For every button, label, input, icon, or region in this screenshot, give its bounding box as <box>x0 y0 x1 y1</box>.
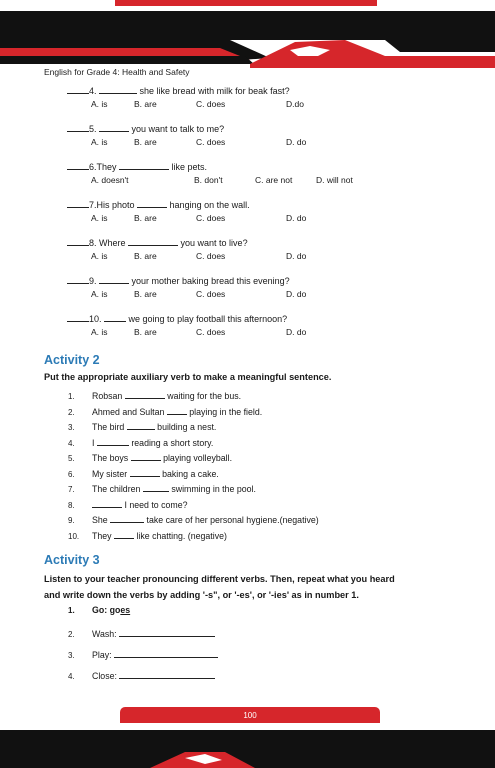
sentence-start: The boys <box>92 453 129 463</box>
item-number: 2. <box>68 630 75 639</box>
activity3-instruction-line2: and write down the verbs by adding '-s", or '-es', or '-ies' as in number 1. <box>44 590 359 600</box>
answer-blank[interactable] <box>130 467 160 477</box>
sentence-end: building a nest. <box>154 422 217 432</box>
item-number: 6. <box>68 469 75 479</box>
option-d[interactable]: D. do <box>286 213 307 223</box>
answer-blank[interactable] <box>143 482 169 492</box>
activity2-item <box>68 482 256 494</box>
answer-blank[interactable] <box>127 420 155 430</box>
question-blank[interactable] <box>99 122 129 132</box>
answer-slot[interactable] <box>67 274 89 284</box>
activity2-item <box>68 420 216 432</box>
question-stem: you want to talk to me? <box>129 124 225 134</box>
activity2-item <box>68 513 319 525</box>
question-8 <box>67 236 248 248</box>
answer-blank[interactable] <box>114 529 134 539</box>
question-number: 10. <box>89 314 102 324</box>
activity2-item <box>68 405 262 417</box>
item-number: 8. <box>68 500 75 510</box>
question-stem: like pets. <box>169 162 208 172</box>
item-number: 1. <box>68 606 75 615</box>
option-b[interactable]: B. are <box>134 213 157 223</box>
option-d[interactable]: D. do <box>286 327 307 337</box>
option-b[interactable]: B. are <box>134 327 157 337</box>
sentence-start: I <box>92 437 95 448</box>
answer-slot[interactable] <box>67 198 89 208</box>
sentence-start: They <box>92 530 112 541</box>
question-blank[interactable] <box>128 236 178 246</box>
option-b[interactable]: B. don't <box>194 175 223 185</box>
activity2-heading: Activity 2 <box>44 353 100 367</box>
verb-label: Close: <box>92 671 117 681</box>
sentence-end: take care of her personal hygiene.(negative) <box>144 515 319 525</box>
example-verb: Go: go <box>92 605 121 615</box>
answer-line[interactable] <box>114 648 218 658</box>
option-c[interactable]: C. does <box>196 289 226 299</box>
answer-line[interactable] <box>119 627 215 637</box>
activity3-instruction-line1: Listen to your teacher pronouncing different verbs. Then, repeat what you heard <box>44 574 395 584</box>
top-black-band <box>0 11 495 37</box>
activity2-item <box>68 436 213 448</box>
question-number: 7.His photo <box>89 200 135 210</box>
sentence-end: playing in the field. <box>186 406 263 417</box>
item-number: 1. <box>68 392 75 401</box>
item-number: 2. <box>68 407 75 417</box>
answer-slot[interactable] <box>67 160 89 170</box>
answer-blank[interactable] <box>167 405 187 415</box>
option-d[interactable]: D. do <box>286 251 307 261</box>
question-10 <box>67 312 287 324</box>
option-a[interactable]: A. is <box>91 251 108 261</box>
question-7 <box>67 198 250 210</box>
option-b[interactable]: B. are <box>134 251 157 261</box>
answer-slot[interactable] <box>67 122 89 132</box>
question-blank[interactable] <box>137 198 167 208</box>
sentence-start: The bird <box>92 422 125 432</box>
item-number: 3. <box>68 651 75 660</box>
answer-blank[interactable] <box>97 436 129 446</box>
activity3-item <box>68 648 218 660</box>
question-stem: your mother baking bread this evening? <box>129 276 290 286</box>
activity2-item <box>68 498 188 510</box>
option-a[interactable]: A. is <box>91 327 108 337</box>
page-number: 100 <box>243 711 257 720</box>
question-blank[interactable] <box>119 160 169 170</box>
question-5 <box>67 122 224 134</box>
question-number: 4. <box>89 86 97 96</box>
activity3-example <box>68 605 130 615</box>
subject-title: English for Grade 4: Health and Safety <box>44 67 190 77</box>
option-d[interactable]: D. do <box>286 137 307 147</box>
verb-label: Play: <box>92 650 112 660</box>
sentence-start: My sister <box>92 468 128 479</box>
option-c[interactable]: C. does <box>196 251 226 261</box>
sentence-end: playing volleyball. <box>160 453 233 463</box>
item-number: 4. <box>68 438 75 448</box>
option-c[interactable]: C. does <box>196 327 226 337</box>
answer-blank[interactable] <box>92 498 122 508</box>
question-9 <box>67 274 290 286</box>
activity2-instruction: Put the appropriate auxiliary verb to make a meaningful sentence. <box>44 372 332 382</box>
verb-label: Wash: <box>92 629 117 639</box>
answer-slot[interactable] <box>67 236 89 246</box>
item-number: 4. <box>68 672 75 681</box>
sentence-start: She <box>92 515 108 525</box>
answer-blank[interactable] <box>131 451 161 461</box>
item-number: 9. <box>68 516 75 525</box>
sentence-end: like chatting. (negative) <box>134 530 227 541</box>
question-number: 6.They <box>89 162 117 172</box>
item-number: 3. <box>68 423 75 432</box>
question-blank[interactable] <box>104 312 126 322</box>
sentence-start: The children <box>92 484 141 494</box>
header-swoosh <box>0 36 495 68</box>
sentence-end: swimming in the pool. <box>168 484 256 494</box>
answer-slot[interactable] <box>67 312 89 322</box>
question-6 <box>67 160 207 172</box>
option-a[interactable]: A. is <box>91 137 108 147</box>
sentence-end: I need to come? <box>122 499 188 510</box>
top-banner <box>0 0 495 40</box>
option-b[interactable]: B. are <box>134 289 157 299</box>
answer-blank[interactable] <box>110 513 144 523</box>
activity2-item <box>68 451 232 463</box>
activity3-heading: Activity 3 <box>44 553 100 567</box>
item-number: 10. <box>68 531 80 541</box>
question-number: 8. Where <box>89 238 126 248</box>
answer-slot[interactable] <box>67 84 89 94</box>
page-number-tab <box>120 707 380 723</box>
option-c[interactable]: C. does <box>196 99 226 109</box>
question-number: 9. <box>89 276 97 286</box>
option-c[interactable]: C. does <box>196 213 226 223</box>
example-suffix: es <box>120 605 131 615</box>
option-a[interactable]: A. doesn't <box>91 175 129 185</box>
option-a[interactable]: A. is <box>91 213 108 223</box>
question-4 <box>67 84 290 96</box>
option-d[interactable]: D. will not <box>316 175 353 185</box>
option-d[interactable]: D.do <box>286 99 304 109</box>
sentence-end: reading a short story. <box>128 437 214 448</box>
activity3-item <box>68 669 215 681</box>
question-stem: she like bread with milk for beak fast? <box>137 86 290 96</box>
sentence-start: Robsan <box>92 391 123 401</box>
option-d[interactable]: D. do <box>286 289 307 299</box>
option-a[interactable]: A. is <box>91 289 108 299</box>
activity2-item <box>68 467 219 479</box>
answer-blank[interactable] <box>125 389 165 399</box>
activity2-item <box>68 389 241 401</box>
question-number: 5. <box>89 124 97 134</box>
item-number: 7. <box>68 485 75 494</box>
answer-line[interactable] <box>119 669 215 679</box>
option-a[interactable]: A. is <box>91 99 108 109</box>
question-stem: we going to play football this afternoon? <box>126 314 288 324</box>
sentence-end: baking a cake. <box>159 468 219 479</box>
question-blank[interactable] <box>99 84 137 94</box>
question-stem: hanging on the wall. <box>167 200 250 210</box>
question-blank[interactable] <box>99 274 129 284</box>
sentence-start: Ahmed and Sultan <box>92 406 165 417</box>
option-c[interactable]: C. are not <box>255 175 293 185</box>
option-c[interactable]: C. does <box>196 137 226 147</box>
activity2-item <box>68 529 227 541</box>
item-number: 5. <box>68 454 75 463</box>
top-red-strip <box>115 0 377 6</box>
question-stem: you want to live? <box>178 238 248 248</box>
activity3-item <box>68 627 215 639</box>
option-b[interactable]: B. are <box>134 99 157 109</box>
option-b[interactable]: B. are <box>134 137 157 147</box>
sentence-end: waiting for the bus. <box>164 391 242 401</box>
footer-band <box>0 730 495 768</box>
